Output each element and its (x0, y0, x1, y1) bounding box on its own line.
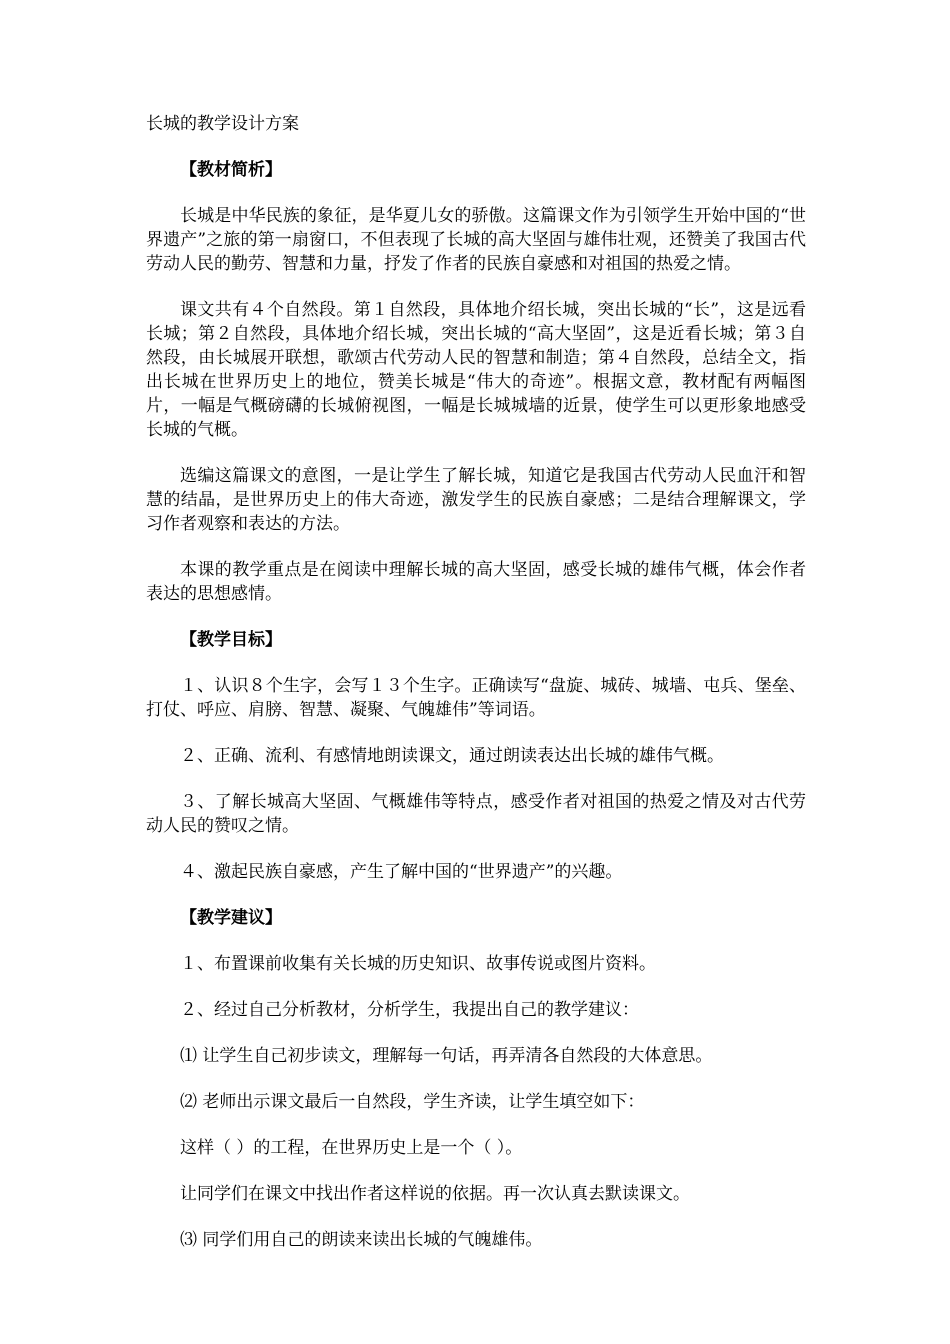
sub-list-item: ⑶ 同学们用自己的朗读来读出长城的气魄雄伟。 (180, 1230, 543, 1250)
list-item: １、认识８个生字，会写１３个生字。正确读写“盘旋、城砖、城墙、屯兵、堡垒、打仗、呼应、肩膀、智慧、凝聚、气魄雄伟”等词语。 (146, 676, 806, 720)
list-item: １、布置课前收集有关长城的历史知识、故事传说或图片资料。 (180, 954, 656, 974)
sub-list-item: ⑵ 老师出示课文最后一自然段，学生齐读，让学生填空如下： (180, 1092, 645, 1112)
list-item: ２、正确、流利、有感情地朗读课文，通过朗读表达出长城的雄伟气概。 (180, 746, 724, 766)
sub-list-item: ⑴ 让学生自己初步读文，理解每一句话，再弄清各自然段的大体意思。 (180, 1046, 713, 1066)
list-item: ４、激起民族自豪感，产生了解中国的“世界遗产”的兴趣。 (180, 862, 623, 882)
paragraph: 长城是中华民族的象征，是华夏儿女的骄傲。这篇课文作为引领学生开始中国的“世界遗产”之旅的第一扇窗口，不但表现了长城的高大坚固与雄伟壮观，还赞美了我国古代劳动人民的勤劳、智慧和力量，抒发了作者的民族自豪感和对祖国的热爱之情。 (146, 206, 806, 274)
paragraph: 本课的教学重点是在阅读中理解长城的高大坚固，感受长城的雄伟气概，体会作者表达的思想感情。 (146, 560, 806, 604)
document-page (146, 112, 806, 1274)
list-item: ２、经过自己分析教材，分析学生，我提出自己的教学建议： (180, 1000, 639, 1020)
section-teaching-goals (146, 628, 806, 884)
section-teaching-suggestions (146, 906, 806, 1252)
sub-list-item: 这样（ ）的工程，在世界历史上是一个（ ）。 (180, 1138, 523, 1158)
section-heading: 【教材简析】 (180, 160, 282, 180)
section-heading: 【教学目标】 (180, 630, 282, 650)
document-title: 长城的教学设计方案 (146, 114, 299, 134)
section-heading: 【教学建议】 (180, 908, 282, 928)
paragraph: 选编这篇课文的意图，一是让学生了解长城，知道它是我国古代劳动人民血汗和智慧的结晶，是世界历史上的伟大奇迹，激发学生的民族自豪感；二是结合理解课文，学习作者观察和表达的方法。 (146, 466, 806, 534)
section-textbook-analysis (146, 158, 806, 606)
list-item: ３、了解长城高大坚固、气概雄伟等特点，感受作者对祖国的热爱之情及对古代劳动人民的赞叹之情。 (146, 792, 806, 836)
sub-list-item: 让同学们在课文中找出作者这样说的依据。再一次认真去默读课文。 (180, 1184, 690, 1204)
paragraph: 课文共有４个自然段。第１自然段，具体地介绍长城，突出长城的“长”，这是远看长城；第２自然段，具体地介绍长城，突出长城的“高大坚固”，这是近看长城；第３自然段，由长城展开联想，歌颂古代劳动人民的智慧和制造；第４自然段，总结全文，指出长城在世界历史上的地位，赞美长城是“伟大的奇迹”。根据文意，教材配有两幅图片，一幅是气概磅礴的长城俯视图，一幅是长城城墙的近景，使学生可以更形象地感受长城的气概。 (146, 300, 806, 440)
